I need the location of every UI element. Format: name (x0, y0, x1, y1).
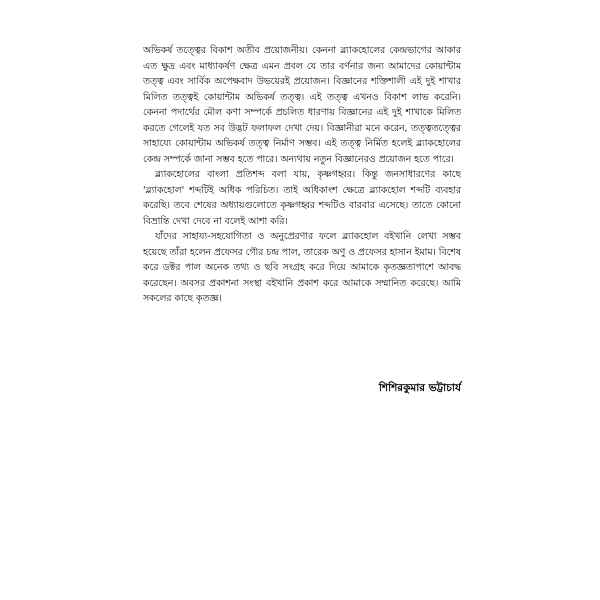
paragraph-acknowledgements: যাঁদের সাহায্য-সহযোগিতা ও অনুপ্রেরণার ফলে ব্ল্যাকহোল বইখানি লেখা সম্ভব হয়েছে তাঁরা হলেন প্রফেসর গৌর চন্দ্র পাল, তারেক অণু ও প্রফেসর হাসান ইমাম। বিশেষ করে ডক্টর পাল অনেক তথ্য ও ছবি সংগ্রহ করে দিয়ে আমাকে কৃতজ্ঞতাপাশে আবদ্ধ করেছেন। অবসর প্রকাশনা সংস্থা বইখানি প্রকাশ করে আমাকে সম্মানিত করেছে। আমি সকলের কাছে কৃতজ্ঞ। (143, 231, 461, 304)
paragraph-quantum-gravity: অভিকর্ষ তত্ত্বের বিকাশ অতীব প্রয়োজনীয়। কেননা ব্ল্যাকহোলের কেন্দ্রভাগের আকার এত ক্ষুদ্র এবং মাধ্যাকর্ষণ ক্ষেত্র এমন প্রবল যে তার বর্ণনার জন্য আমাদের কোয়ান্টাম তত্ত্ব এবং সার্বিক অপেক্ষবাদ উভয়েরই প্রয়োজন। বিজ্ঞানের শক্তিশালী এই দুই শাখার মিলিত তত্ত্বই কোয়ান্টাম অভিকর্ষ তত্ত্ব। এই তত্ত্ব এখনও বিকাশ লাভ করেনি। কেননা পদার্থের মৌল কণা সম্পর্কে প্রচলিত ধারণায় বিজ্ঞানের এই দুই শাখাকে মিলিত করতে গেলেই যত সব উদ্ভট ফলাফল দেখা দেয়। বিজ্ঞানীরা মনে করেন, তত্ত্বতত্ত্বের সাহায্যে কোয়ান্টাম অভিকর্ষ তত্ত্ব নির্মাণ সম্ভব। এই তত্ত্ব নির্মিত হলেই ব্ল্যাকহোলের কেন্দ্র সম্পর্কে জানা সম্ভব হতে পারে। অন্যথায় নতুন বিজ্ঞানেরও প্রয়োজন হতে পারে। (143, 45, 461, 165)
paragraph-bangla-term: ব্ল্যাকহোলের বাংলা প্রতিশব্দ বলা যায়, কৃষ্ণগহ্বর। কিন্তু জনসাধারণের কাছে 'ব্ল্যাকহোল' শব্দটিই অধিক পরিচিত। তাই অধিকাংশ ক্ষেত্রে ব্ল্যাকহোল শব্দটি ব্যবহার করেছি। তবে শেষের অধ্যায়গুলোতে কৃষ্ণগহ্বর শব্দটিও বারবার এসেছে। তাতে কোনো বিভ্রান্তি দেখা দেবে না বলেই আশা করি। (143, 169, 461, 227)
author-signature: শিশিরকুমার ভট্টাচার্য (378, 382, 461, 394)
preface-body (143, 43, 461, 394)
